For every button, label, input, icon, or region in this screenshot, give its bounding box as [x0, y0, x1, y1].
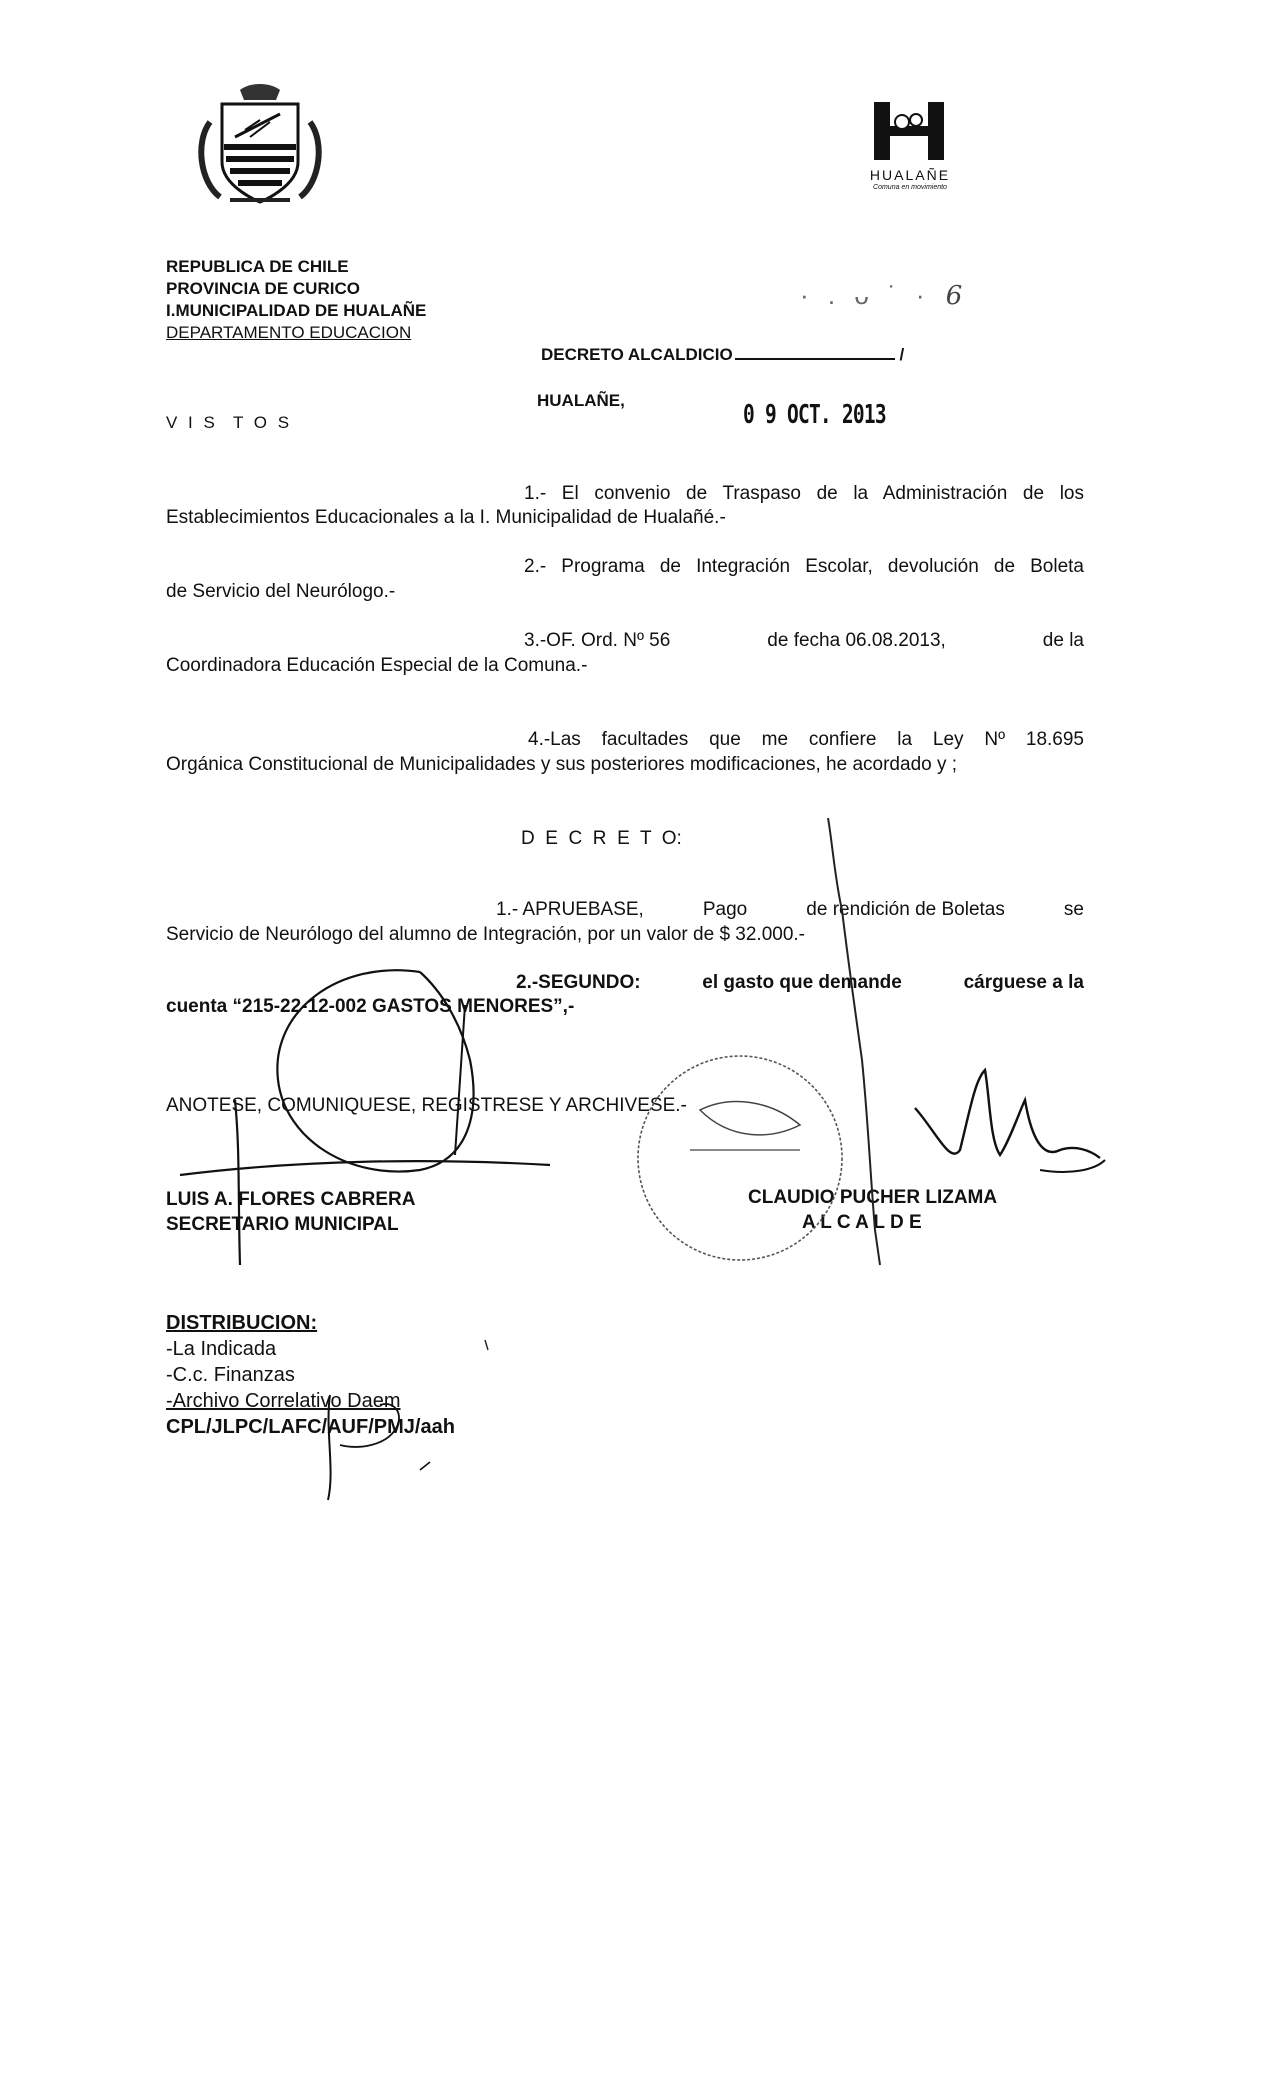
- vistos-item-1-line-1: 1.- El convenio de Traspaso de la Administración de los: [524, 483, 1084, 504]
- decreto-item-2-segundo: 2.-SEGUNDO:: [516, 972, 641, 993]
- header-province: PROVINCIA DE CURICO: [166, 279, 360, 298]
- secretary-signature-stroke: [235, 1100, 240, 1265]
- decreto-item-1-se: se: [1063, 899, 1084, 920]
- decree-place: HUALAÑE,: [537, 391, 625, 410]
- decreto-heading: D E C R E T O:: [521, 828, 682, 849]
- decree-date-stamp: 0 9 OCT. 2013: [743, 400, 886, 430]
- vistos-item-3-end: de la: [1042, 630, 1084, 651]
- decree-number-digit: 6: [945, 281, 963, 311]
- header-municipality: I.MUNICIPALIDAD DE HUALAÑE: [166, 301, 427, 320]
- distribution-block: [166, 1310, 455, 1440]
- vistos-item-3-date: de fecha 06.08.2013,: [767, 630, 946, 651]
- vistos-item-1-line-2: Establecimientos Educacionales a la I. Municipalidad de Hualañé.-: [166, 507, 726, 528]
- decreto-item-2-line-2: cuenta “215-22-12-002 GASTOS MENORES”,-: [166, 996, 575, 1017]
- vistos-item-2-line-1: 2.- Programa de Integración Escolar, devolución de Boleta: [524, 556, 1084, 577]
- distribution-heading: DISTRIBUCION:: [166, 1312, 318, 1334]
- secretary-signature-loop: [277, 970, 473, 1171]
- decreto-item-1-payment: Pago: [702, 899, 748, 920]
- distribution-item-1: -La Indicada: [166, 1338, 277, 1360]
- mayor-title: A L C A L D E: [802, 1212, 922, 1233]
- distribution-item-2: -C.c. Finanzas: [166, 1364, 295, 1386]
- mayor-name: CLAUDIO PUCHER LIZAMA: [748, 1187, 998, 1208]
- vistos-item-2-line-2: de Servicio del Neurólogo.-: [166, 581, 396, 602]
- brand-name: HUALAÑE: [869, 167, 951, 183]
- header-country: REPUBLICA DE CHILE: [166, 257, 349, 276]
- closing-formula: ANOTESE, COMUNIQUESE, REGISTRESE Y ARCHIVESE.-: [166, 1095, 687, 1116]
- vertical-hand-line: [828, 818, 880, 1265]
- municipal-round-stamp: [638, 1056, 842, 1260]
- secretary-title: SECRETARIO MUNICIPAL: [166, 1214, 399, 1235]
- vistos-item-3-ref: 3.-OF. Ord. Nº 56: [524, 630, 671, 651]
- vistos-heading: V I S T O S: [166, 413, 293, 432]
- header-department: DEPARTAMENTO EDUCACION: [166, 323, 412, 342]
- vistos-item-4-line-1: 4.-Las facultades que me confiere la Ley Nº 18.695: [528, 729, 1084, 750]
- decreto-item-1-rendition: de rendición de Boletas: [806, 899, 1005, 920]
- decreto-item-1-line-2: Servicio de Neurólogo del alumno de Integración, por un valor de $ 32.000.-: [166, 924, 806, 945]
- decreto-item-2-charge: cárguese a la: [963, 972, 1084, 993]
- distribution-item-3: -Archivo Correlativo Daem: [166, 1390, 401, 1412]
- secretary-name: LUIS A. FLORES CABRERA: [166, 1189, 416, 1210]
- mayor-signature: [915, 1070, 1100, 1158]
- decreto-item-2-expense: el gasto que demande: [702, 972, 902, 993]
- decree-number-stamp: · . ᴗ ˙ · 6: [800, 280, 963, 311]
- distribution-initials: CPL/JLPC/LAFC/AUF/PMJ/aah: [166, 1416, 455, 1438]
- decree-label: DECRETO ALCALDICIO /: [541, 345, 905, 364]
- vistos-item-3-line-2: Coordinadora Educación Especial de la Comuna.-: [166, 655, 588, 676]
- vistos-item-4-line-2: Orgánica Constitucional de Municipalidades y sus posteriores modificaciones, he acordado y ;: [166, 754, 958, 775]
- decreto-item-1-approve: 1.- APRUEBASE,: [496, 899, 644, 920]
- brand-tagline: Comuna en movimiento: [873, 184, 947, 191]
